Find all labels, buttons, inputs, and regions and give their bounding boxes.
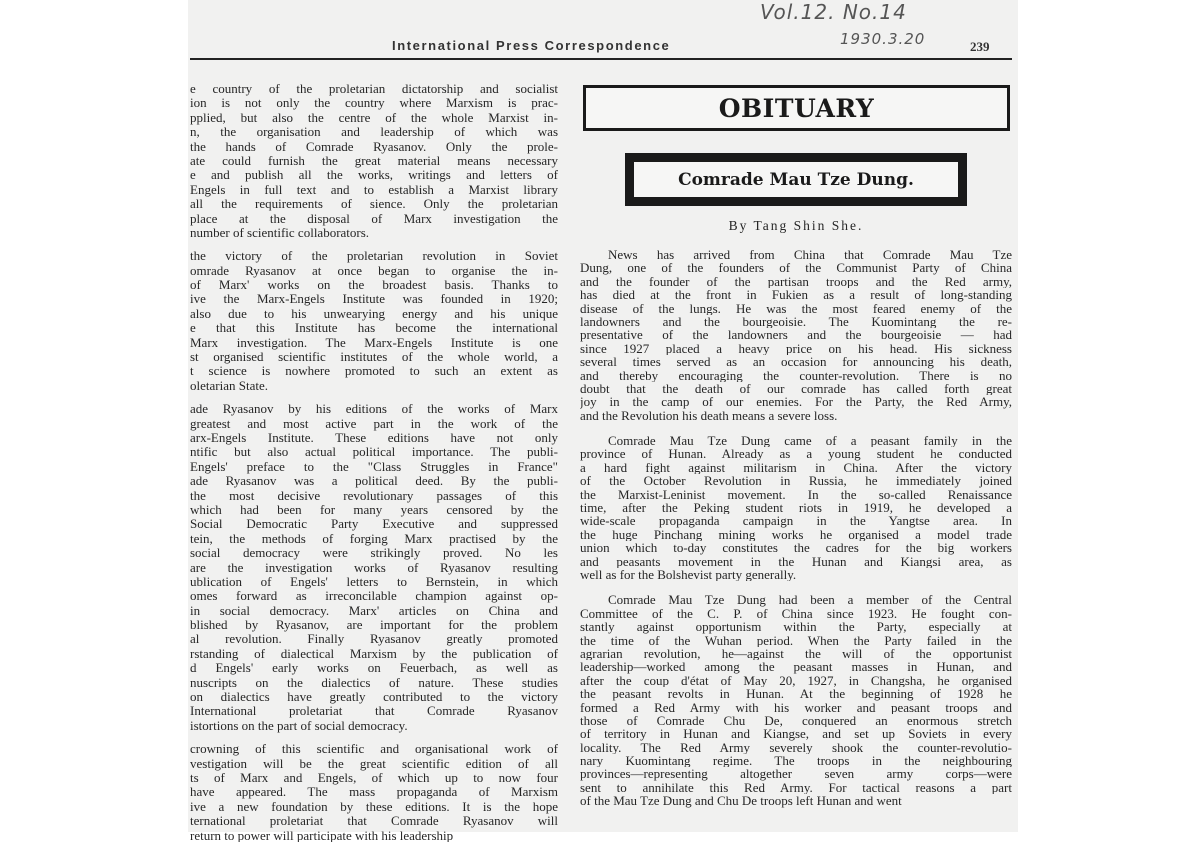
paragraph [190, 249, 558, 393]
text-line: d Engels' early works on Feuerbach, as well as [190, 661, 558, 676]
text-line: has died at the front in Fukien as a result of long-standing [580, 288, 1012, 302]
text-line: in social democracy. Marx' articles on China and [190, 603, 558, 618]
text-line: stantly against opportunism within the Party, especially at [580, 620, 1012, 634]
text-line: istortions on the part of social democracy. [190, 718, 408, 733]
text-line: presentative of the landowners and the bourgeoisie — had [580, 328, 1012, 342]
text-line: the victory of the proletarian revolution in Soviet [190, 249, 558, 264]
text-line: ade Ryasanov by his editions of the works of Marx [190, 402, 558, 417]
paragraph [190, 402, 558, 733]
text-line: e that this Institute has become the international [190, 321, 558, 336]
paragraph [190, 82, 558, 240]
paragraph [580, 434, 1012, 581]
text-line: also due to his unwearying energy and his unique [190, 306, 558, 321]
text-line: which had been for many years censored by the [190, 502, 558, 517]
text-line: the hands of Comrade Ryasanov. Only the prole- [190, 139, 558, 154]
text-line: ade Ryasanov was a political deed. By the publi- [190, 474, 558, 489]
text-line: on dialectics have greatly contributed to the victory [190, 690, 558, 705]
text-line: greatest and most active part in the work of the [190, 416, 558, 431]
text-line: ive the Marx-Engels Institute was founded in 1920; [190, 292, 558, 307]
text-line: News has arrived from China that Comrade Mau Tze [608, 248, 1012, 262]
text-line: leadership—worked among the peasant masses in Hunan, and [580, 660, 1012, 674]
text-line: of the October Revolution in Russia, he immediately joined [580, 474, 1012, 488]
byline: By Tang Shin She. [728, 218, 864, 233]
text-line: pplied, but also the centre of the whole Marxist in- [190, 110, 558, 125]
text-line: Social Democratic Party Executive and suppressed [190, 517, 558, 532]
text-line: number of scientific collaborators. [190, 225, 370, 240]
text-line: n, the organisation and leadership of which was [190, 125, 558, 140]
text-line: several times served as an occasion for announcing his death, [580, 355, 1012, 369]
obituary-heading: OBITUARY [718, 93, 875, 123]
text-line: ts of Marx and Engels, of which up to now four [190, 770, 558, 785]
text-line: the most decisive revolutionary passages of this [190, 488, 558, 503]
left-column-text [190, 82, 558, 842]
text-line: Comrade Mau Tze Dung came of a peasant family in the [608, 434, 1012, 448]
text-line: and the Revolution his death means a severe loss. [580, 408, 838, 423]
text-line: ate could furnish the great material means necessary [190, 153, 558, 168]
article-title-box [625, 153, 967, 206]
text-line: crowning of this scientific and organisational work of [190, 742, 558, 757]
text-line: return to power will participate with his leadership [190, 828, 454, 842]
text-line: Committee of the C. P. of China since 1923. He fought con- [580, 606, 1012, 621]
text-line: nary Kuomintang regime. The troops in the neighbouring [580, 754, 1012, 768]
text-line: ive a new foundation by these editions. It is the hope [190, 799, 558, 814]
text-line: arx-Engels Institute. These editions have not only [190, 430, 558, 445]
obituary-heading-box [583, 85, 1010, 131]
text-line: ntific but also actual political importance. The publi- [190, 445, 558, 460]
paragraph [580, 248, 1012, 422]
text-line: place at the disposal of Marx investigation the [190, 211, 558, 226]
text-line: st organised scientific institutes of the whole world, a [190, 350, 558, 365]
text-line: disease of the lungs. He was the most feared enemy of the [580, 301, 1012, 315]
text-line: tein, the methods of forging Marx practised by the [190, 531, 558, 546]
text-line: Marx investigation. The Marx-Engels Institute is one [190, 335, 558, 350]
text-line: doubt that the death of our comrade has called forth great [580, 381, 1012, 396]
text-line: omes forward as irreconcilable champion against op- [190, 589, 558, 604]
text-line: Dung, one of the founders of the Communist Party of China [580, 261, 1012, 275]
text-line: province of Hunan. Already as a young student he conducted [580, 447, 1012, 461]
text-line: Engels' preface to the "Class Struggles in France" [190, 459, 558, 474]
text-line: Engels in full text and to establish a Marxist library [190, 182, 558, 197]
header-rule [190, 58, 1012, 60]
handwritten-date-note: 1930.3.20 [840, 30, 926, 48]
text-line: agrarian revolution, he—against the will of the opportunist [580, 646, 1012, 661]
text-line: formed a Red Army with his worker and peasant troops and [580, 700, 1012, 714]
text-line: of the Mau Tze Dung and Chu De troops left Hunan and went [580, 794, 902, 808]
text-line: time, after the Peking student riots in 1919, he developed a [580, 501, 1012, 515]
article-title: Comrade Mau Tze Dung. [678, 169, 914, 190]
text-line: e and publish all the works, writings and letters of [190, 168, 558, 183]
obituary-article-text [580, 248, 1012, 848]
text-line: of territory in Hunan and Kiangse, and set up Soviets in every [580, 727, 1012, 741]
text-line: vestigation will be the great scientific edition of all [190, 756, 558, 771]
text-line: are the investigation works of Ryasanov resulting [190, 560, 558, 575]
text-line: International proletariat that Comrade Ryasanov [190, 704, 558, 719]
handwritten-volume-note: Vol.12. No.14 [760, 0, 907, 24]
text-line: have appeared. The mass propaganda of Marxism [190, 785, 558, 800]
text-line: the peasant revolts in Hunan. At the beginning of 1928 he [580, 687, 1012, 701]
text-line: the huge Pinchang mining works he organised a model trade [580, 527, 1012, 542]
text-line: e country of the proletarian dictatorship and socialist [190, 82, 558, 96]
text-line: omrade Ryasanov at once began to organise the in- [190, 263, 558, 278]
text-line: wide-scale propaganda campaign in the Yangtse area. In [580, 514, 1012, 528]
text-line: and thereby encouraging the counter-revolution. There is no [580, 368, 1012, 382]
text-line: of Marx' works on the broadest basis. Thanks to [190, 278, 558, 293]
text-line: union which to-day constitutes the cadres for the big workers [580, 541, 1012, 555]
text-line: al revolution. Finally Ryasanov greatly promoted [190, 632, 558, 647]
text-line: the Marxist-Leninist movement. In the so-called Renaissance [580, 487, 1012, 502]
text-line: joy in the camp of our enemies. For the Party, the Red Army, [580, 395, 1012, 409]
text-line: ion is not only the country where Marxism is prac- [190, 96, 558, 111]
text-line: after the coup d'état of May 20, 1927, in Changsha, he organised [580, 673, 1012, 688]
text-line: nuscripts on the dialectics of nature. These studies [190, 675, 558, 690]
text-line: landowners and the bourgeoisie. The Kuomintang the re- [580, 314, 1012, 329]
text-line: well as for the Bolshevist party generally. [580, 567, 797, 582]
text-line: ternational proletariat that Comrade Ryasanov will [190, 814, 558, 829]
text-line: and peasants movement in the Hunan and Kiangsi area, as [580, 554, 1012, 568]
text-line: those of Comrade Chu De, conquered an enormous stretch [580, 713, 1012, 728]
text-line: Comrade Mau Tze Dung had been a member of the Central [608, 593, 1012, 607]
text-line: a hard fight against militarism in China. After the victory [580, 460, 1012, 475]
text-line: locality. The Red Army severely shook the counter-revolutio- [580, 740, 1012, 755]
text-line: social democracy were strikingly proved. No les [190, 546, 558, 561]
text-line: since 1927 placed a heavy price on his head. His sickness [580, 341, 1012, 356]
text-line: sent to annihilate this Red Army. For tactical reasons a part [580, 780, 1012, 795]
text-line: blished by Ryasanov, are important for the problem [190, 618, 558, 633]
text-line: ublication of Engels' letters to Bernstein, in which [190, 574, 558, 589]
text-line: provinces—representing altogether seven army corps—were [580, 767, 1012, 781]
paragraph [580, 593, 1012, 807]
text-line: the time of the Wuhan period. When the Party failed in the [580, 633, 1012, 647]
text-line: all the requirements of sience. Only the proletarian [190, 197, 558, 212]
text-line: and the founder of the partisan troops and the Red army, [580, 274, 1012, 289]
publication-title: International Press Correspondence [392, 38, 671, 53]
text-line: rstanding of dialectical Marxism by the publication of [190, 646, 558, 661]
text-line: t science is nowhere promoted to such an extent as [190, 364, 558, 379]
text-line: oletarian State. [190, 378, 268, 393]
page-number: 239 [970, 39, 990, 54]
paragraph [190, 742, 558, 842]
